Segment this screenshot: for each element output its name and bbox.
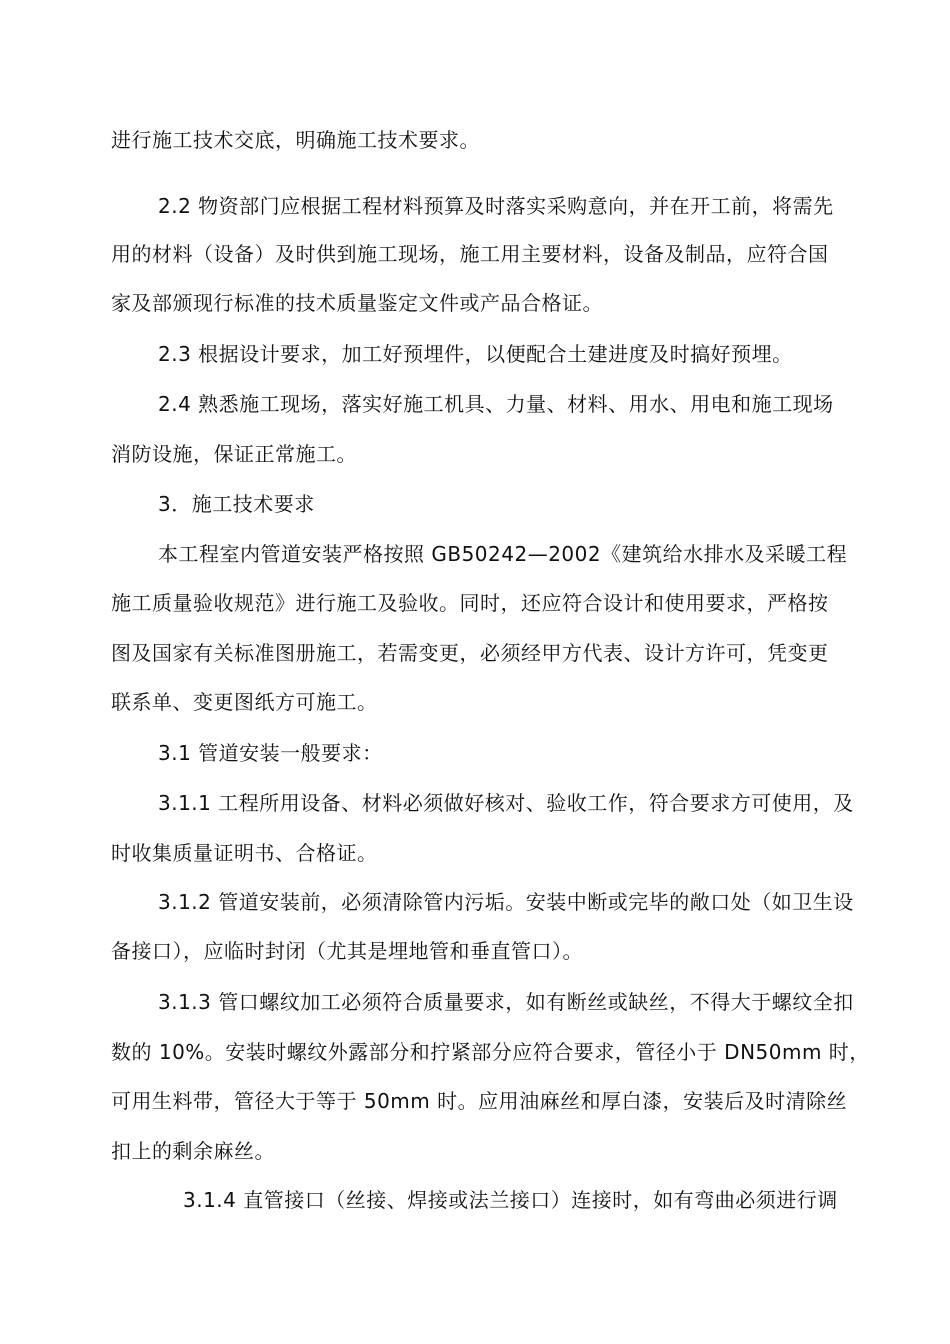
text-line: 图及国家有关标准图册施工，若需变更，必须经甲方代表、设计方许可，凭变更 bbox=[111, 641, 829, 665]
subsection-heading: 3.1 管道安装一般要求： bbox=[158, 741, 383, 765]
text-line: 家及部颁现行标准的技术质量鉴定文件或产品合格证。 bbox=[111, 291, 603, 315]
text-line: 本工程室内管道安装严格按照 GB50242—2002《建筑给水排水及采暖工程 bbox=[158, 542, 848, 566]
text-line: 用的材料（设备）及时供到施工现场，施工用主要材料，设备及制品，应符合国 bbox=[111, 242, 829, 266]
text-line: 可用生料带，管径大于等于 50mm 时。应用油麻丝和厚白漆，安装后及时清除丝 bbox=[111, 1089, 848, 1113]
text-line: 时收集质量证明书、合格证。 bbox=[111, 841, 378, 865]
text-line: 2.2 物资部门应根据工程材料预算及时落实采购意向，并在开工前，将需先 bbox=[158, 194, 834, 218]
text-line: 联系单、变更图纸方可施工。 bbox=[111, 690, 378, 714]
text-line: 数的 10%。安装时螺纹外露部分和拧紧部分应符合要求，管径小于 DN50mm 时， bbox=[111, 1040, 870, 1064]
text-line: 3.1.2 管道安装前，必须清除管内污垢。安装中断或完毕的敞口处（如卫生设 bbox=[158, 890, 854, 914]
text-line: 3.1.3 管口螺纹加工必须符合质量要求，如有断丝或缺丝，不得大于螺纹全扣 bbox=[158, 990, 854, 1014]
text-line: 备接口），应临时封闭（尤其是埋地管和垂直管口）。 bbox=[111, 939, 583, 963]
text-line: 2.3 根据设计要求，加工好预埋件，以便配合土建进度及时搞好预埋。 bbox=[158, 342, 793, 366]
text-line: 进行施工技术交底，明确施工技术要求。 bbox=[111, 128, 480, 152]
text-line: 施工质量验收规范》进行施工及验收。同时，还应符合设计和使用要求，严格按 bbox=[111, 591, 829, 615]
text-line: 扣上的剩余麻丝。 bbox=[111, 1139, 275, 1163]
text-line: 3.1.4 直管接口（丝接、焊接或法兰接口）连接时，如有弯曲必须进行调 bbox=[183, 1188, 838, 1212]
section-heading: 3．施工技术要求 bbox=[158, 492, 315, 516]
text-line: 2.4 熟悉施工现场，落实好施工机具、力量、材料、用水、用电和施工现场 bbox=[158, 392, 834, 416]
text-line: 3.1.1 工程所用设备、材料必须做好核对、验收工作，符合要求方可使用，及 bbox=[158, 791, 854, 815]
text-line: 消防设施，保证正常施工。 bbox=[111, 442, 357, 466]
